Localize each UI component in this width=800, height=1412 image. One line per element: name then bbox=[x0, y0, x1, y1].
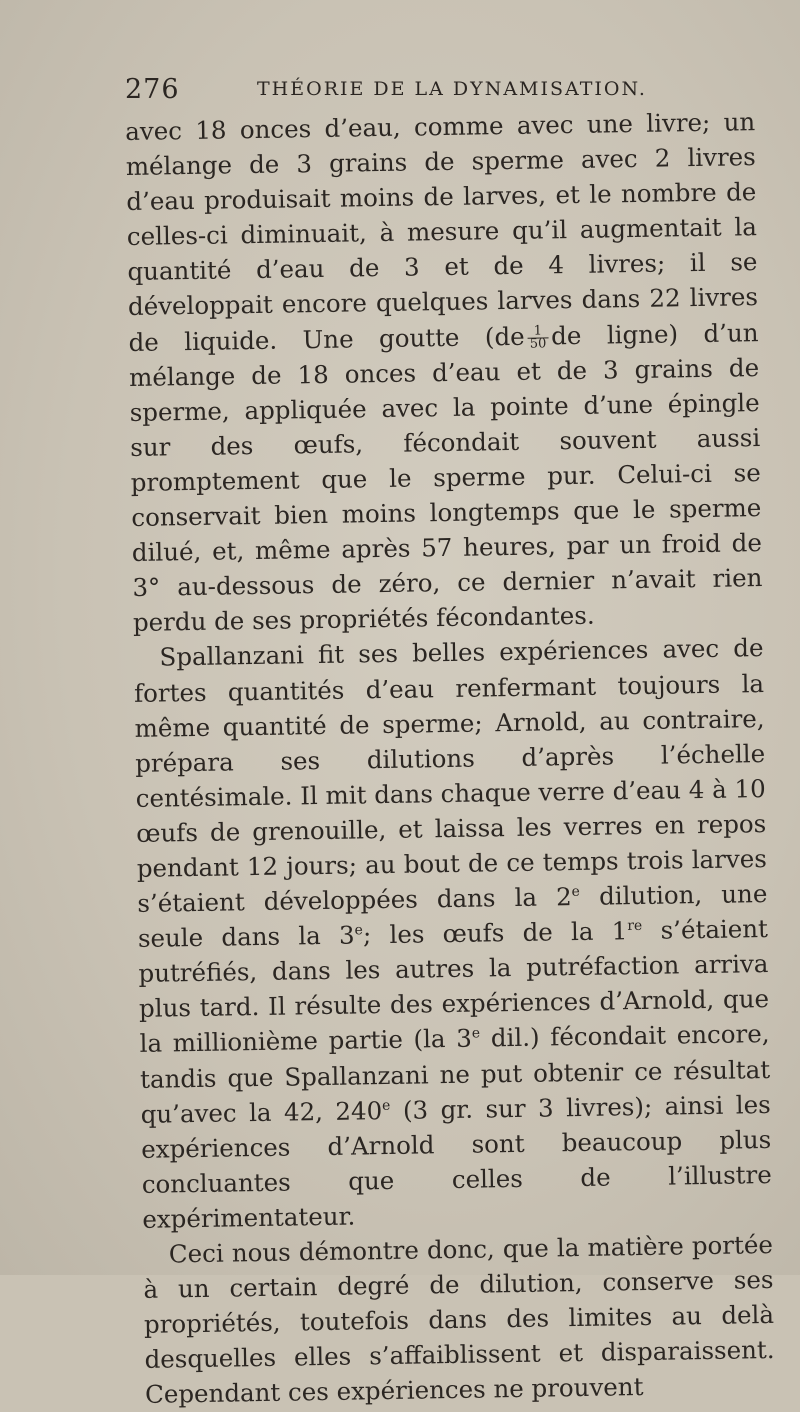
superscript: re bbox=[627, 917, 643, 935]
body-text bbox=[125, 104, 775, 1412]
fraction-denominator: 50 bbox=[529, 335, 547, 352]
paragraph-text: s’étaient putréfiés, dans les autres la putréfaction arriva plus tard. Il résulte des expériences d’Arnold, que la millionième partie (la 3 bbox=[138, 914, 770, 1059]
page-number: 276 bbox=[125, 74, 180, 105]
paragraph bbox=[133, 630, 772, 1236]
fraction bbox=[527, 325, 548, 350]
superscript: e bbox=[381, 1097, 391, 1114]
running-head: THÉORIE DE LA DYNAMISATION. bbox=[257, 78, 647, 100]
paragraph-text: ; les œufs de la 1 bbox=[362, 916, 628, 950]
paragraph-text: Spallanzani fit ses belles expériences avec de fortes quantités d’eau renfermant toujours la même quantité de sperme; Arnold, au contraire, prépara ses dilutions d’après l’échelle centésimale. Il mit dans chaque verre d’eau 4 à 10 œufs de grenouille, et laissa les verres en repos pendant 12 jours; au bout de ce temps trois larves s’étaient développées dans la 2 bbox=[133, 633, 768, 918]
superscript: e bbox=[471, 1025, 481, 1042]
paragraph bbox=[143, 1227, 776, 1412]
paragraph-text: avec 18 onces d’eau, comme avec une livre; un mélange de 3 grains de sperme avec 2 livres d’eau produisait moins de larves, et le nombre de celles-ci diminuait, à mesure qu’il augmentait la quantité d’eau de 3 et de 4 livres; il se développait encore quelques larves dans 22 livres de liquide. Une goutte (de bbox=[125, 107, 759, 357]
fraction-numerator: 1 bbox=[527, 325, 548, 338]
superscript: e bbox=[571, 883, 581, 900]
page-header bbox=[125, 74, 755, 108]
paragraph bbox=[125, 104, 763, 640]
superscript: e bbox=[354, 922, 363, 939]
paragraph-text: dilution, une seule dans la 3 bbox=[137, 879, 768, 954]
paragraph-text: Ceci nous démontre donc, que la matière portée à un certain degré de dilution, conserve ses propriétés, toutefois dans des limites au delà desquelles elles s’affaiblissent et disparaissent. Cependant ces expériences ne prouvent bbox=[143, 1229, 775, 1410]
paragraph-text: de ligne) d’un mélange de 18 onces d’eau et de 3 grains de sperme, appliquée avec la pointe d’une épingle sur des œufs, fécondait souvent aussi promptement que le sperme pur. Celui-ci se conservait bien moins longtemps que le sperme dilué, et, même après 57 heures, par un froid de 3° au-dessous de zéro, ce dernier n’avait rien perdu de ses propriétés fécondantes. bbox=[128, 317, 763, 638]
paragraph-text: dil.) fécondait encore, tandis que Spallanzani ne put obtenir ce résultat qu’avec la 42, 240 bbox=[139, 1019, 771, 1129]
paragraph-text: (3 gr. sur 3 livres); ainsi les expériences d’Arnold sont beaucoup plus concluantes que celles de l’illustre expérimentateur. bbox=[141, 1089, 772, 1234]
